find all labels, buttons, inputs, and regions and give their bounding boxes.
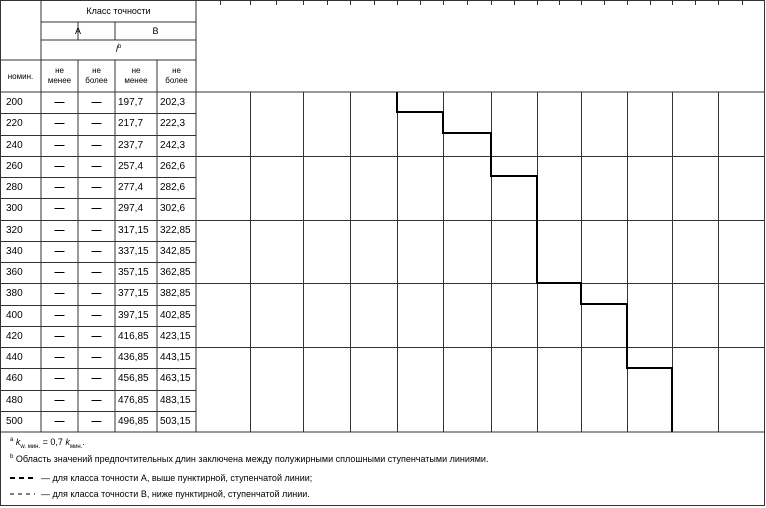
cell-a-min: —: [54, 118, 65, 130]
cell-a-max: —: [91, 97, 102, 108]
cell-a-max: —: [91, 373, 102, 385]
cell-a-max: —: [91, 160, 102, 172]
cell-nominal: 260: [6, 160, 23, 172]
cell-b-max: 443,15: [160, 352, 191, 363]
cell-b-max: 322,85: [160, 224, 191, 236]
cell-b-min: 237,7: [118, 139, 144, 151]
preferred-lengths-staircase: [397, 92, 672, 432]
cell-a-max: —: [91, 118, 102, 130]
class-a-label: A: [74, 26, 81, 36]
cell-a-min: —: [54, 182, 65, 193]
cell-a-min: —: [54, 203, 65, 215]
cell-nominal: 240: [6, 139, 23, 151]
cell-b-max: 222,3: [160, 118, 186, 130]
cell-a-max: —: [91, 394, 102, 406]
class-b-label: B: [152, 26, 159, 36]
footnote-a-k2: k: [65, 437, 70, 447]
footnote-b-text: Область значений предпочтительных длин заключена между полужирными сплошными ступенчатыми линиями.: [15, 454, 489, 464]
b-max-line2: более: [165, 76, 188, 85]
cell-b-min: 416,85: [118, 330, 149, 342]
cell-a-min: —: [54, 245, 65, 257]
cell-b-min: 297,4: [118, 203, 144, 215]
cell-b-min: 357,15: [118, 267, 149, 278]
cell-nominal: 440: [6, 352, 23, 363]
accuracy-class-heading: Класс точности: [86, 6, 151, 16]
a-max-line2: более: [85, 76, 108, 85]
cell-b-max: 402,85: [160, 309, 191, 321]
length-symbol: [41, 44, 196, 54]
a-max-header: [78, 66, 115, 86]
cell-b-max: 202,3: [160, 97, 186, 108]
cell-a-min: —: [54, 224, 65, 236]
cell-b-max: 483,15: [160, 394, 191, 406]
b-max-line1: не: [172, 66, 181, 75]
cell-a-min: —: [54, 160, 65, 172]
cell-a-min: —: [54, 288, 65, 300]
cell-b-max: 463,15: [160, 373, 191, 385]
cell-a-min: —: [54, 267, 65, 278]
cell-b-max: 302,6: [160, 203, 186, 215]
cell-a-max: —: [91, 224, 102, 236]
cell-b-min: 277,4: [118, 182, 144, 193]
cell-b-max: 503,15: [160, 415, 191, 427]
cell-a-max: —: [91, 415, 102, 427]
cell-a-max: —: [91, 288, 102, 300]
b-max-header: [157, 66, 196, 86]
cell-b-max: 242,3: [160, 139, 186, 151]
cell-a-min: —: [54, 330, 65, 342]
cell-b-max: 382,85: [160, 288, 191, 300]
cell-nominal: 500: [6, 415, 23, 427]
legend-class-b: — для класса точности B, ниже пунктирной, ступенчатой линии.: [41, 489, 310, 499]
cell-nominal: 340: [6, 245, 23, 257]
footnote-a-k: k: [15, 437, 21, 447]
cell-a-min: —: [54, 373, 65, 385]
cell-a-max: —: [91, 182, 102, 193]
length-symbol-sup: b: [117, 44, 122, 50]
cell-b-min: 257,4: [118, 160, 144, 172]
footnote-b: [10, 454, 488, 464]
cell-a-max: —: [91, 139, 102, 151]
footnote-a-k-sub: w. мин.: [20, 443, 41, 450]
b-min-header: [115, 66, 157, 86]
nominal-header: номин.: [7, 72, 34, 81]
cell-nominal: 420: [6, 330, 23, 342]
cell-b-min: 476,85: [118, 394, 149, 406]
cell-nominal: 280: [6, 182, 23, 193]
cell-b-max: 342,85: [160, 245, 191, 257]
b-min-line1: не: [131, 66, 141, 75]
cell-nominal: 220: [6, 118, 23, 130]
cell-a-min: —: [54, 415, 65, 427]
a-min-line2: менее: [47, 76, 72, 85]
cell-a-max: —: [91, 352, 102, 363]
cell-b-min: 317,15: [118, 224, 149, 236]
cell-b-min: 496,85: [118, 415, 149, 427]
cell-a-max: —: [91, 245, 102, 257]
cell-a-max: —: [91, 267, 102, 278]
cell-b-min: 397,15: [118, 309, 149, 321]
footnote-a-end: .: [82, 437, 85, 447]
a-min-line1: не: [55, 66, 64, 75]
cell-a-max: —: [91, 330, 102, 342]
cell-nominal: 380: [6, 288, 23, 300]
cell-a-min: —: [54, 97, 65, 108]
cell-a-max: —: [91, 309, 102, 321]
cell-nominal: 460: [6, 373, 23, 385]
length-symbol-l: l: [115, 44, 118, 54]
cell-nominal: 360: [6, 267, 23, 278]
footnote-a: [10, 437, 85, 450]
b-min-line2: менее: [124, 76, 148, 85]
footnote-a-k2-sub: мин.: [69, 443, 83, 450]
cell-b-max: 423,15: [160, 330, 191, 342]
footnote-a-eq: = 0,7: [40, 437, 66, 447]
cell-b-min: 217,7: [118, 118, 144, 130]
cell-b-min: 377,15: [118, 288, 149, 300]
cell-b-min: 456,85: [118, 373, 149, 385]
cell-a-min: —: [54, 139, 65, 151]
cell-a-min: —: [54, 309, 65, 321]
cell-b-min: 436,85: [118, 352, 149, 363]
cell-a-min: —: [54, 394, 65, 406]
cell-a-min: —: [54, 352, 65, 363]
cell-nominal: 480: [6, 394, 23, 406]
cell-nominal: 200: [6, 97, 23, 108]
cell-b-max: 262,6: [160, 160, 186, 172]
cell-nominal: 300: [6, 203, 23, 215]
a-min-header: [41, 66, 78, 86]
cell-nominal: 320: [6, 224, 23, 236]
cell-b-max: 282,6: [160, 182, 186, 193]
cell-a-max: —: [91, 203, 102, 215]
cell-b-min: 337,15: [118, 245, 149, 257]
a-max-line1: не: [92, 66, 101, 75]
footnote-b-mark: b: [10, 454, 14, 460]
legend-class-a: — для класса точности A, выше пунктирной, ступенчатой линии;: [41, 473, 313, 483]
footnote-a-mark: a: [10, 437, 14, 443]
cell-b-min: 197,7: [118, 97, 144, 108]
cell-nominal: 400: [6, 309, 23, 321]
cell-b-max: 362,85: [160, 267, 191, 278]
